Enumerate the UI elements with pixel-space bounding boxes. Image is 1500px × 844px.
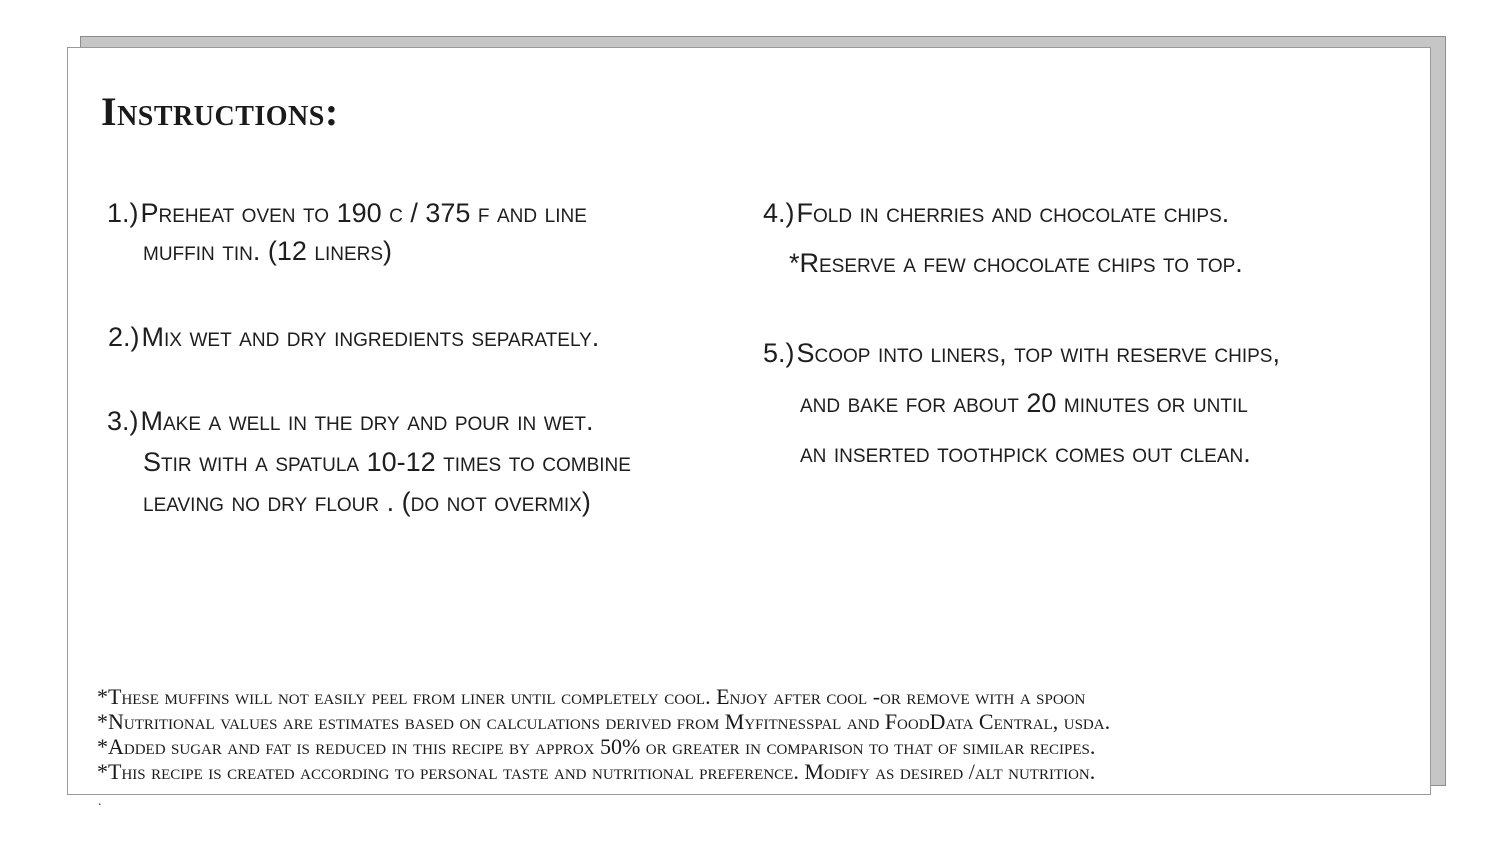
- step-5-line-2: and bake for about 20 minutes or until: [800, 388, 1248, 418]
- step-5-number: 5.): [763, 338, 795, 368]
- step-1: [107, 194, 587, 270]
- page-title: Instructions:: [101, 89, 339, 134]
- step-5-line-1: 5.)Scoop into liners, top with reserve chips,: [763, 338, 1280, 368]
- step-3-number: 3.): [107, 406, 139, 436]
- step-3: [107, 400, 631, 522]
- step-2-line-1: 2.)Mix wet and dry ingredients separately.: [108, 322, 600, 352]
- step-1-line-1: 1.)Preheat oven to 190 c / 375 f and line: [107, 198, 587, 228]
- footnote-1: *These muffins will not easily peel from liner until completely cool. Enjoy after cool -or remove with a spoon: [97, 684, 1086, 709]
- step-3-line-1: 3.)Make a well in the dry and pour in wet.: [107, 406, 594, 436]
- footnote-4: *This recipe is created according to personal taste and nutritional preference. Modify as desired /alt nutrition.: [97, 759, 1096, 784]
- footnote-3: *Added sugar and fat is reduced in this recipe by approx 50% or greater in comparison to that of similar recipes.: [97, 734, 1096, 759]
- step-5-line-3: an inserted toothpick comes out clean.: [800, 438, 1251, 468]
- step-4-number: 4.): [763, 198, 795, 228]
- step-2: [108, 318, 599, 356]
- trailing-mark: .: [98, 794, 102, 809]
- step-5: [763, 334, 1280, 472]
- step-4-line-1: 4.)Fold in cherries and chocolate chips.: [763, 198, 1230, 228]
- step-4-line-2: *Reserve a few chocolate chips to top.: [789, 248, 1243, 278]
- footnote-2: *Nutritional values are estimates based on calculations derived from Myfitnesspal and FoodData Central, usda.: [97, 709, 1111, 734]
- step-2-number: 2.): [108, 322, 140, 352]
- step-1-number: 1.): [107, 198, 139, 228]
- step-3-line-2: Stir with a spatula 10-12 times to combine: [143, 447, 631, 477]
- footnotes: [97, 684, 1397, 784]
- step-1-line-2: muffin tin. (12 liners): [143, 236, 393, 266]
- step-3-line-3: leaving no dry flour . (do not overmix): [143, 487, 591, 517]
- step-4: [763, 194, 1243, 294]
